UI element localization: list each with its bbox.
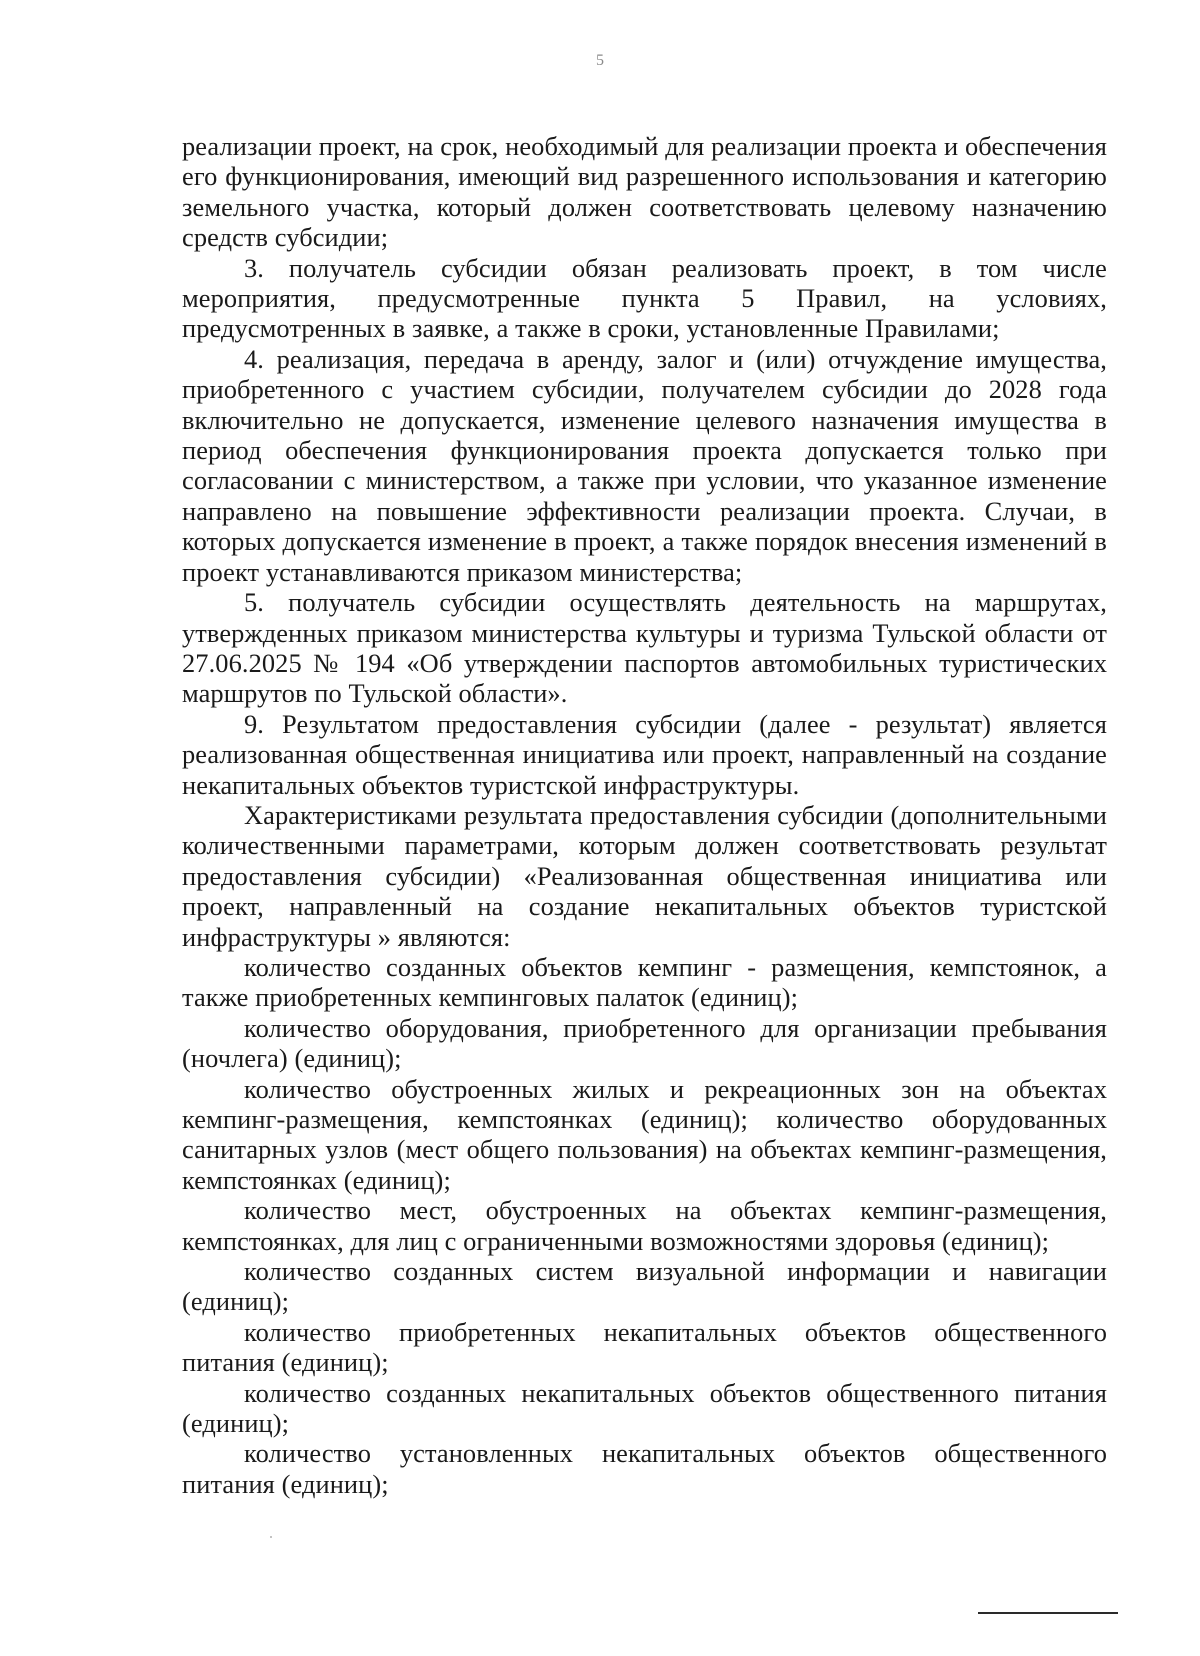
paragraph-item-5: 5. получатель субсидии осуществлять деятельность на маршрутах, утвержденных приказом министерства культуры и туризма Тульской области от 27.06.2025 № 194 «Об утверждении паспортов автомобильных туристических маршрутов по Тульской области». — [182, 587, 1107, 709]
footer-rule — [978, 1612, 1118, 1614]
characteristic-item: количество созданных систем визуальной информации и навигации (единиц); — [182, 1256, 1107, 1317]
paragraph-item-3: 3. получатель субсидии обязан реализовать проект, в том числе мероприятия, предусмотренные пункта 5 Правил, на условиях, предусмотренных в заявке, а также в сроки, установленные Правилами; — [182, 252, 1107, 344]
characteristic-item: количество созданных некапитальных объектов общественного питания (единиц); — [182, 1377, 1107, 1439]
paragraph-characteristics: Характеристиками результата предоставления субсидии (дополнительными количественными параметрами, которым должен соответствовать результат предоставления субсидии) «Реализованная общественная инициатива или проект, направленный на создание некапитальных объектов туристской инфраструктуры » являются: — [182, 799, 1107, 952]
characteristic-item: количество приобретенных некапитальных объектов общественного питания (единиц); — [182, 1316, 1107, 1378]
characteristic-item: количество созданных объектов кемпинг - размещения, кемпстоянок, а также приобретенных кемпинговых палаток (единиц); — [182, 951, 1107, 1013]
paragraph-item-9: 9. Результатом предоставления субсидии (далее - результат) является реализованная общественная инициатива или проект, направленный на создание некапитальных объектов туристской инфраструктуры. — [182, 708, 1107, 800]
scan-speck — [270, 1536, 272, 1538]
paragraph-continuation: реализации проект, на срок, необходимый для реализации проекта и обеспечения его функционирования, имеющий вид разрешенного использования и категорию земельного участка, который должен соответствовать целевому назначению средств субсидии; — [182, 131, 1107, 253]
characteristic-item: количество мест, обустроенных на объектах кемпинг-размещения, кемпстоянках, для лиц с ограниченными возможностями здоровья (единиц); — [182, 1195, 1107, 1256]
page-number: 5 — [596, 52, 604, 69]
document-body — [182, 131, 1107, 1499]
characteristic-item: количество оборудования, приобретенного для организации пребывания (ночлега) (единиц); — [182, 1012, 1107, 1074]
characteristic-item: количество обустроенных жилых и рекреационных зон на объектах кемпинг-размещения, кемпстоянках (единиц); количество оборудованных санитарных узлов (мест общего пользования) на объектах кемпинг-размещения, кемпстоянках (единиц); — [182, 1073, 1107, 1195]
paragraph-item-4: 4. реализация, передача в аренду, залог и (или) отчуждение имущества, приобретенного с участием субсидии, получателем субсидии до 2028 года включительно не допускается, изменение целевого назначения имущества в период обеспечения функционирования проекта допускается только при согласовании с министерством, а также при условии, что указанное изменение направлено на повышение эффективности реализации проекта. Случаи, в которых допускается изменение в проект, а также порядок внесения изменений в проект устанавливаются приказом министерства; — [182, 343, 1107, 587]
characteristic-item: количество установленных некапитальных объектов общественного питания (единиц); — [182, 1438, 1107, 1499]
